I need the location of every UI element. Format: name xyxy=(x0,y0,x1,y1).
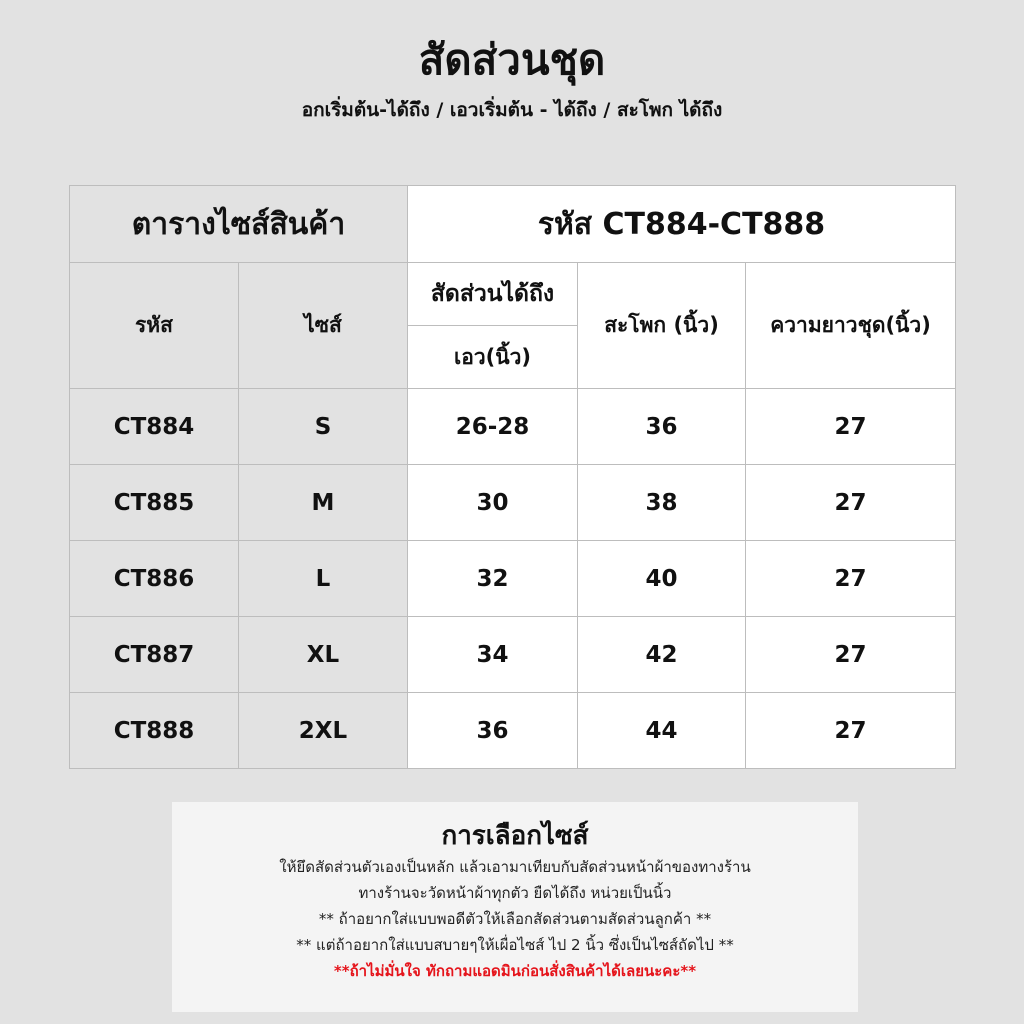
cell-hip: 40 xyxy=(578,541,746,617)
cell-code: CT887 xyxy=(70,617,239,693)
table-header-row xyxy=(70,263,956,326)
cell-code: CT884 xyxy=(70,389,239,465)
cell-waist: 26-28 xyxy=(408,389,578,465)
col-header-length: ความยาวชุด(นิ้ว) xyxy=(746,263,956,389)
product-code-range: รหัส CT884-CT888 xyxy=(408,186,956,263)
size-guide-line: ทางร้านจะวัดหน้าผ้าทุกตัว ยืดได้ถึง หน่วยเป็นนิ้ว xyxy=(358,884,672,902)
cell-length: 27 xyxy=(746,541,956,617)
table-row xyxy=(70,541,956,617)
cell-code: CT886 xyxy=(70,541,239,617)
table-title-row xyxy=(70,186,956,263)
size-guide-warning: **ถ้าไม่มั่นใจ ทักถามแอดมินก่อนสั่งสินค้าได้เลยนะคะ** xyxy=(333,962,697,980)
cell-size: S xyxy=(239,389,408,465)
col-header-size: ไซส์ xyxy=(239,263,408,389)
page-title: สัดส่วนชุด xyxy=(418,35,606,84)
cell-hip: 38 xyxy=(578,465,746,541)
cell-code: CT885 xyxy=(70,465,239,541)
page-subtitle: อกเริ่มต้น-ได้ถึง / เอวเริ่มต้น - ได้ถึง / สะโพก ได้ถึง xyxy=(301,99,723,121)
size-table-title: ตารางไซส์สินค้า xyxy=(70,186,408,263)
table-row xyxy=(70,465,956,541)
table-row xyxy=(70,617,956,693)
cell-size: XL xyxy=(239,617,408,693)
table-row xyxy=(70,389,956,465)
cell-length: 27 xyxy=(746,617,956,693)
cell-length: 27 xyxy=(746,465,956,541)
table-row xyxy=(70,693,956,769)
size-guide-title: การเลือกไซส์ xyxy=(441,821,589,851)
col-header-waist: เอว(นิ้ว) xyxy=(408,326,578,389)
col-header-hip: สะโพก (นิ้ว) xyxy=(578,263,746,389)
cell-hip: 42 xyxy=(578,617,746,693)
col-header-proportion: สัดส่วนได้ถึง xyxy=(408,263,578,326)
col-header-code: รหัส xyxy=(70,263,239,389)
cell-waist: 36 xyxy=(408,693,578,769)
size-guide-box xyxy=(172,802,858,1012)
size-guide-note: ** แต่ถ้าอยากใส่แบบสบายๆให้เผื่อไซส์ ไป 2 นิ้ว ซึ่งเป็นไซส์ถัดไป ** xyxy=(296,936,734,954)
cell-hip: 36 xyxy=(578,389,746,465)
cell-hip: 44 xyxy=(578,693,746,769)
cell-size: M xyxy=(239,465,408,541)
cell-size: L xyxy=(239,541,408,617)
cell-waist: 32 xyxy=(408,541,578,617)
cell-waist: 30 xyxy=(408,465,578,541)
cell-waist: 34 xyxy=(408,617,578,693)
cell-size: 2XL xyxy=(239,693,408,769)
cell-length: 27 xyxy=(746,693,956,769)
cell-code: CT888 xyxy=(70,693,239,769)
size-table xyxy=(69,185,956,769)
cell-length: 27 xyxy=(746,389,956,465)
size-guide-note: ** ถ้าอยากใส่แบบพอดีตัวให้เลือกสัดส่วนตามสัดส่วนลูกค้า ** xyxy=(318,910,712,928)
size-guide-line: ให้ยึดสัดส่วนตัวเองเป็นหลัก แล้วเอามาเทียบกับสัดส่วนหน้าผ้าของทางร้าน xyxy=(279,858,751,876)
